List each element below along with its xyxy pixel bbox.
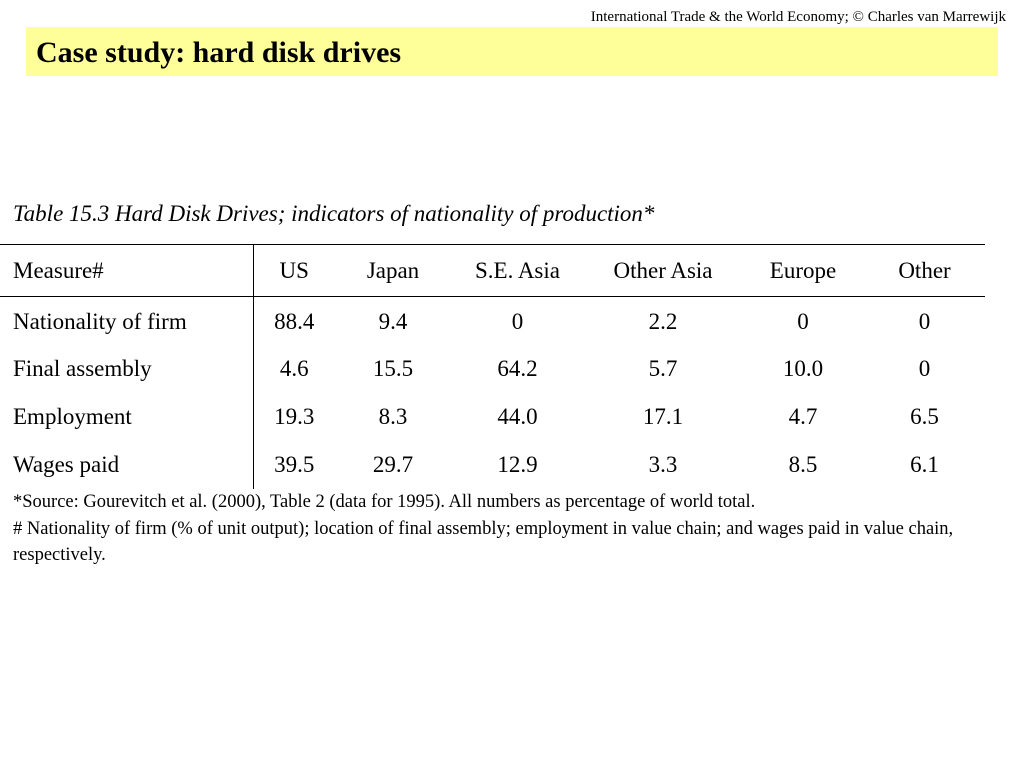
table-cell: 17.1 [642,403,684,429]
copyright-credit: International Trade & the World Economy; © Charles van Marrewijk [590,9,1006,25]
table-cell: 3.3 [648,451,678,477]
table-row [0,345,985,393]
row-label: Final assembly [0,345,253,393]
table-row [0,297,985,345]
table-cell: 0 [797,308,809,334]
table-header-row [0,245,985,297]
table-cell: 15.5 [372,355,414,381]
table-row [0,393,985,441]
table-cell: 4.7 [788,403,818,429]
table-cell: 64.2 [497,355,538,381]
table-cell: 5.7 [648,355,678,381]
row-label: Nationality of firm [0,297,253,345]
table-cell: 2.2 [648,308,678,334]
column-header-se-asia: S.E. Asia [475,257,560,283]
table-cell: 12.9 [497,451,538,477]
slide-title: Case study: hard disk drives [36,36,402,69]
data-table [0,244,985,489]
table-cell: 19.3 [274,403,315,429]
column-header-japan: Japan [366,257,420,283]
column-header-other: Other [898,257,951,283]
table-cell: 0 [918,308,931,334]
column-header-us: US [279,257,309,283]
table-cell: 4.6 [279,355,309,381]
footnotes [13,489,1013,569]
column-header-europe: Europe [769,257,837,283]
table-cell: 6.5 [910,403,939,429]
table-cell: 39.5 [274,451,315,477]
table-cell: 6.1 [910,451,939,477]
row-label: Employment [0,393,253,441]
source-note: *Source: Gourevitch et al. (2000), Table 2 (data for 1995). All numbers as percentage of world total. [13,492,756,512]
table-cell: 44.0 [497,403,538,429]
table-cell: 88.4 [274,308,315,334]
table-cell: 8.5 [788,451,818,477]
table-row [0,441,985,489]
table-cell: 8.3 [378,403,408,429]
table-cell: 0 [918,355,931,381]
row-label: Wages paid [0,441,253,489]
table-cell: 9.4 [378,308,408,334]
table-cell: 29.7 [372,451,414,477]
table-cell: 0 [511,308,524,334]
table-caption: Table 15.3 Hard Disk Drives; indicators of nationality of production* [13,201,655,226]
column-header-measure: Measure# [0,245,253,297]
definition-note: # Nationality of firm (% of unit output); location of final assembly; employment in value chain; and wages paid in value chain, respectively. [13,518,954,565]
title-bar [26,27,998,76]
table-cell: 10.0 [782,355,824,381]
column-header-other-asia: Other Asia [613,257,713,283]
